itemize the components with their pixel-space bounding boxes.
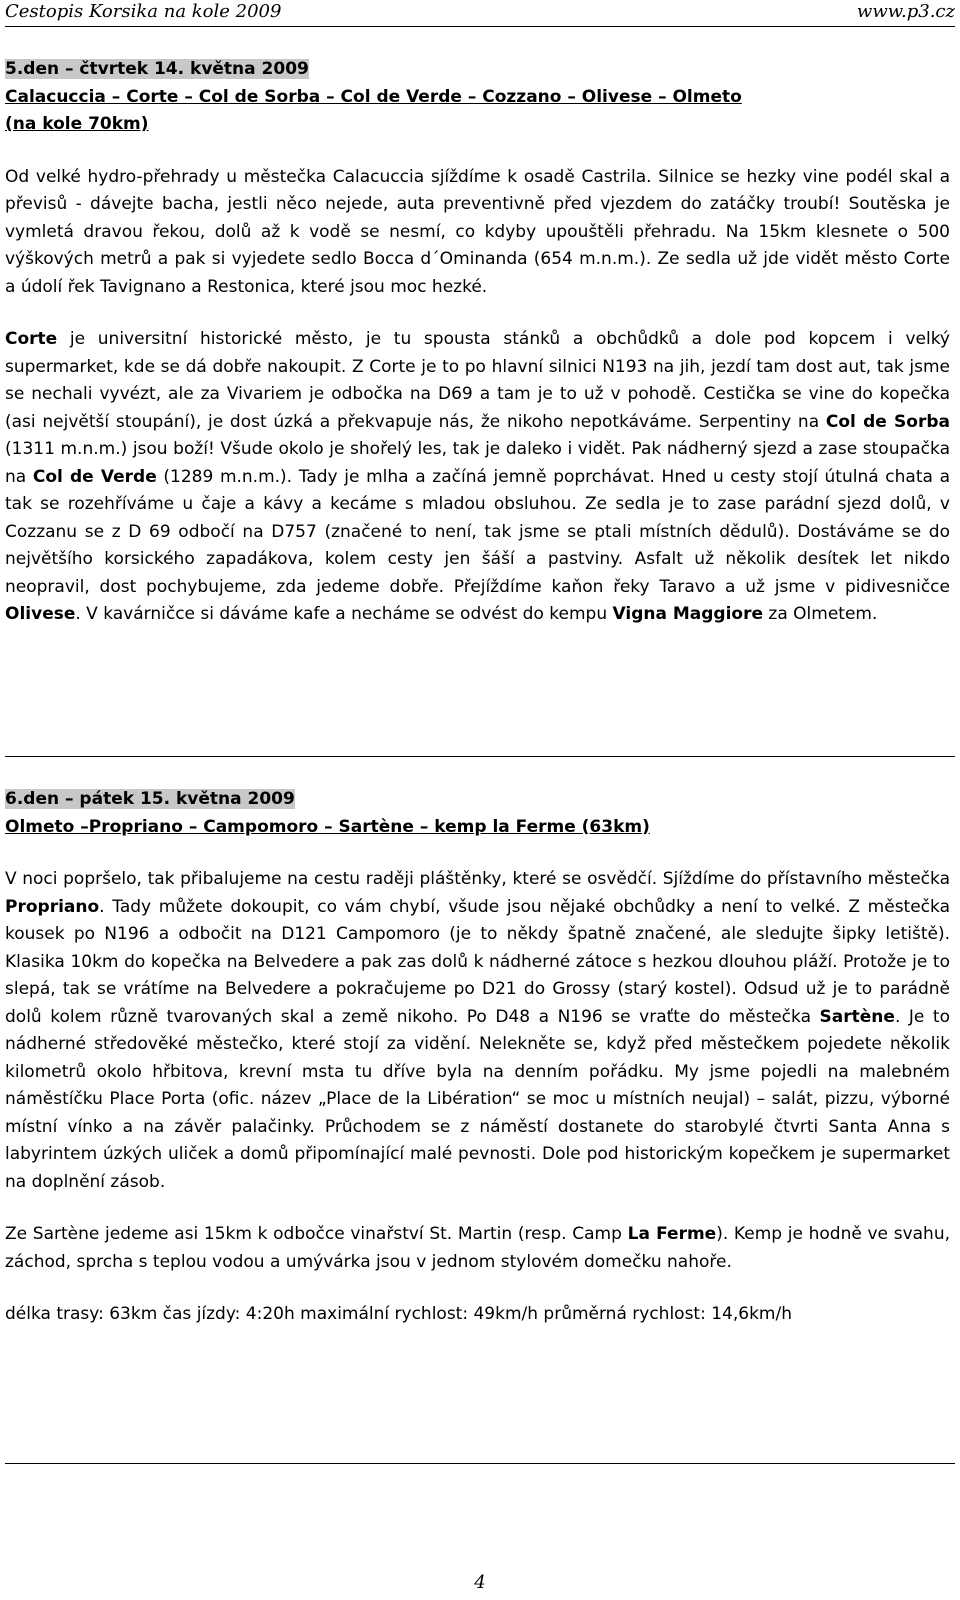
day6-stats: délka trasy: 63km čas jízdy: 4:20h maximální rychlost: 49km/h průměrná rychlost: 14,6km/h xyxy=(5,1304,792,1324)
text: . Je to nádherné středověké městečko, které stojí za vidění. Nelekněte se, když před městečkem pojedete několik kilometrů okolo hřbitova, krevní msta tu dříve byla na denním pořádku. My jsme pojedli na malebném náměstíčku Place Porta (ofic. název „Place de la Libération“ se moc u místních neujal) – salát, pizzu, výborné místní vínko a na závěr palačinky. Průchodem se z náměstí dostanete do starobylé čtvrti Santa Anna s labyrintem úzkých uliček a domů připomínající malé pevnosti. Dole pod historickým kopečkem je supermarket na doplnění zásob. xyxy=(5,1006,950,1192)
day6-paragraph-2 xyxy=(5,1221,950,1276)
day5-route-line1: Calacuccia – Corte – Col de Sorba – Col de Verde – Cozzano – Olivese – Olmeto xyxy=(5,86,742,107)
text: . V kavárničce si dáváme kafe a necháme se odvést do kempu xyxy=(75,604,613,624)
bold-olivese: Olivese xyxy=(5,604,76,624)
text: Ze Sartène jedeme asi 15km k odbočce vinařství St. Martin (resp. Camp xyxy=(5,1224,628,1244)
day6-date: 6.den – pátek 15. května 2009 xyxy=(5,789,295,809)
header-title: Cestopis Korsika na kole 2009 xyxy=(5,1,282,22)
text: V noci popršelo, tak přibalujeme na cestu raději pláštěnky, které se osvědčí. Sjíždíme do přístavního městečka xyxy=(5,869,950,889)
text: je universitní historické město, je tu spousta stánků a obchůdků a dole pod kopcem i velký supermarket, kde se dá dobře nakoupit. Z Corte je to po hlavní silnici N193 na jih, jezdí tam dost aut, tak jsme se nechali vyvézt, ale za Vivariem je odbočka na D69 a tam je to už v pohodě. Cestička se vine do kopečka (asi největší stoupání), je dost úzká a překvapuje nás, že nikoho nepotkáváme. Serpentiny na xyxy=(5,329,950,432)
bold-sartene: Sartène xyxy=(819,1006,895,1027)
day5-heading xyxy=(5,56,950,139)
bold-propriano: Propriano xyxy=(5,896,100,917)
day5-route-line2: (na kole 70km) xyxy=(5,114,149,134)
day5-section xyxy=(5,56,950,654)
bold-col-de-verde: Col de Verde xyxy=(32,466,157,487)
text: . Tady můžete dokoupit, co vám chybí, všude jsou nějaké obchůdky a není to velké. Z městečka kousek po N196 a odbočit na D121 Campomoro (je to někdy špatně značené, ale sledujte šipky letiště). Klasika 10km do kopečka na Belvedere a pak zas dolů k nádherné zátoce s hezkou dlouhou pláží. Protože je to slepá, tak se vrátíme na Belvedere a pokračujeme po D21 do Grossy (starý kostel). Odsud už je to parádně dolů kolem různě tvarovaných skal a země nikoho. Po D48 a N196 se vraťte do městečka xyxy=(5,896,950,1027)
day5-route xyxy=(5,84,950,139)
text: za Olmetem. xyxy=(763,604,878,624)
bold-vigna-maggiore: Vigna Maggiore xyxy=(612,604,764,624)
bold-la-ferme: La Ferme xyxy=(627,1224,717,1244)
day5-paragraph-2 xyxy=(5,326,950,629)
bold-col-de-sorba: Col de Sorba xyxy=(825,411,950,432)
day5-paragraph-1: Od velké hydro-přehrady u městečka Calacuccia sjíždíme k osadě Castrila. Silnice se hezky vine podél skal a převisů - dávejte bacha, jestli něco nejede, auta preventivně před vjezdem do zatáčky troubí! Soutěska je vymletá dravou řekou, dolů až k vodě se nesmí, co kdyby upouštěli přehradu. Na 15km klesnete o 500 výškových metrů a pak si vyjedete sedlo Bocca d´Ominanda (654 m.n.m.). Ze sedla už jde vidět město Corte a údolí řek Tavignano a Restonica, které jsou moc hezké. xyxy=(5,166,950,297)
header-url: www.p3.cz xyxy=(856,1,955,22)
bold-corte: Corte xyxy=(5,329,58,349)
text: ). Kemp je hodně ve svahu, záchod, sprcha s teplou vodou a umývárka jsou v jednom stylovém domečku nahoře. xyxy=(5,1224,950,1272)
day6-section xyxy=(5,786,950,1354)
divider-bottom xyxy=(5,1463,955,1464)
day5-date: 5.den – čtvrtek 14. května 2009 xyxy=(5,59,309,79)
page-header xyxy=(5,0,955,27)
day6-paragraph-1 xyxy=(5,866,950,1196)
text: (1311 m.n.m.) jsou boží! Všude okolo je shořelý les, tak je daleko i vidět. Pak nádherný sjezd a zase stoupačka na xyxy=(5,439,950,487)
day6-route: Olmeto –Propriano – Campomoro – Sartène – kemp la Ferme (63km) xyxy=(5,816,650,837)
text: (1289 m.n.m.). Tady je mlha a začíná jemně poprchávat. Hned u cesty stojí útulná chata a tak se rozehříváme u čaje a kávy a kecáme s mladou obsluhou. Ze sedla je to zase parádní sjezd dolů, v Cozzanu se z D 69 odbočí na D757 (značené to není, tak jsme se ptali místních dědulů). Dostáváme se do největšího korsického zapadákova, kolem cesty jen šáší a pastviny. Asfalt už několik desítek let nikdo neopravil, dost pochybujeme, zda jedeme dobře. Přejíždíme kaňon řeky Taravo a už jsme v pidivesničce xyxy=(5,466,950,597)
page-number: 4 xyxy=(474,1572,486,1593)
day6-heading xyxy=(5,786,950,841)
divider-top xyxy=(5,756,955,757)
